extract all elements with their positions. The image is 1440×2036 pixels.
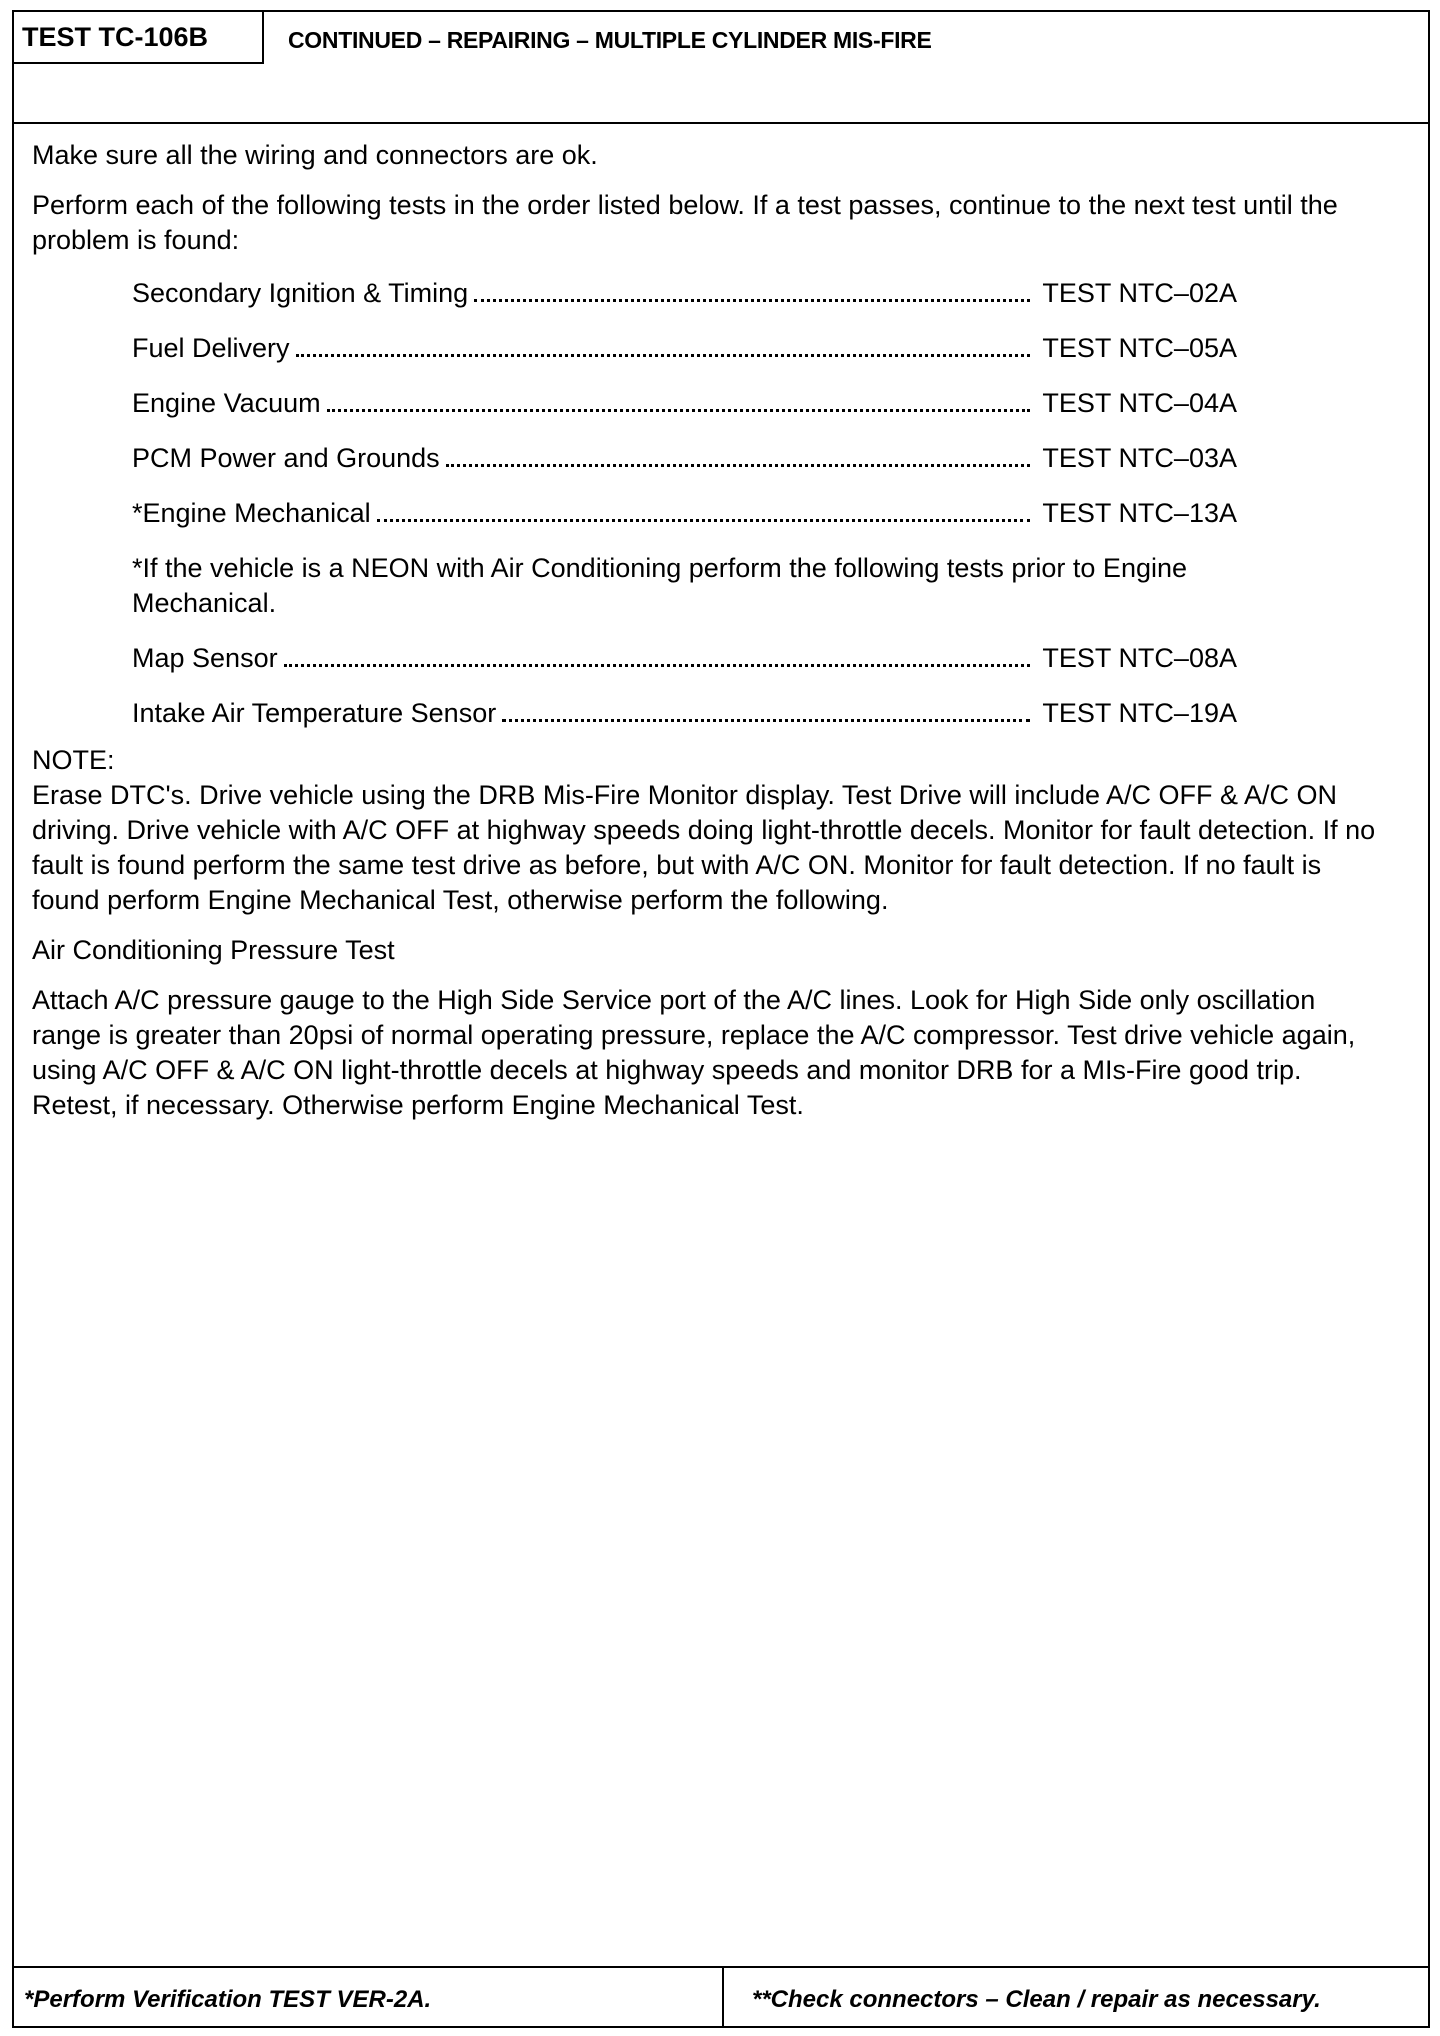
test-name: Intake Air Temperature Sensor [132,698,497,728]
test-code: TEST NTC–03A [1042,443,1237,473]
test-list [132,276,1237,531]
footer-verification-note: *Perform Verification TEST VER-2A. [14,1968,724,2026]
dot-leader [296,354,1031,357]
dot-leader [327,409,1031,412]
ac-heading: Air Conditioning Pressure Test [32,935,395,965]
test-name: Secondary Ignition & Timing [132,278,469,308]
dot-leader [284,664,1031,667]
test-name: Fuel Delivery [132,333,290,363]
footer-connector-note: **Check connectors – Clean / repair as necessary. [752,1986,1321,2013]
test-name: Map Sensor [132,643,278,673]
test-code: TEST NTC–04A [1042,388,1237,418]
test-row [132,331,1237,366]
dot-leader [377,519,1031,522]
footer [14,1966,1428,2026]
document-body [32,138,1382,1138]
page-title: CONTINUED – REPAIRING – MULTIPLE CYLINDER MIS-FIRE [288,27,932,53]
dot-leader [502,719,1030,722]
neon-test-list [132,641,1237,731]
test-name: PCM Power and Grounds [132,443,440,473]
ac-text: Attach A/C pressure gauge to the High Side Service port of the A/C lines. Look for High Side only oscillation range is greater than 20psi of normal operating pressure, replace the A/C compressor. Test drive vehicle again, using A/C OFF & A/C ON light-throttle decels at highway speeds and monitor DRB for a MIs-Fire good trip. Retest, if necessary. Otherwise perform Engine Mechanical Test. [32,985,1356,1120]
test-code: TEST NTC–13A [1042,498,1237,528]
test-row [132,276,1237,311]
test-row [132,441,1237,476]
test-row [132,641,1237,676]
test-code: TEST NTC–19A [1042,698,1237,728]
test-name: Engine Vacuum [132,388,321,418]
test-id: TEST TC-106B [14,12,264,64]
note-text: Erase DTC's. Drive vehicle using the DRB Mis-Fire Monitor display. Test Drive will include A/C OFF & A/C ON driving. Drive vehicle with A/C OFF at highway speeds doing light-throttle decels. Monitor for fault detection. If no fault is found perform the same test drive as before, but with A/C ON. Monitor for fault detection. If no fault is found perform Engine Mechanical Test, otherwise perform the following. [32,780,1376,915]
neon-note: *If the vehicle is a NEON with Air Conditioning perform the following tests prior to Engine Mechanical. [132,553,1188,618]
test-code: TEST NTC–02A [1042,278,1237,308]
test-name: *Engine Mechanical [132,498,371,528]
test-code: TEST NTC–08A [1042,643,1237,673]
dot-leader [446,464,1031,467]
dot-leader [474,299,1030,302]
instructions-text: Perform each of the following tests in the order listed below. If a test passes, continue to the next test until the problem is found: [32,190,1338,255]
test-code: TEST NTC–05A [1042,333,1237,363]
test-row [132,496,1237,531]
header [14,12,1428,124]
note-label: NOTE: [32,745,115,775]
test-row [132,386,1237,421]
test-row [132,696,1237,731]
intro-text: Make sure all the wiring and connectors are ok. [32,140,598,170]
